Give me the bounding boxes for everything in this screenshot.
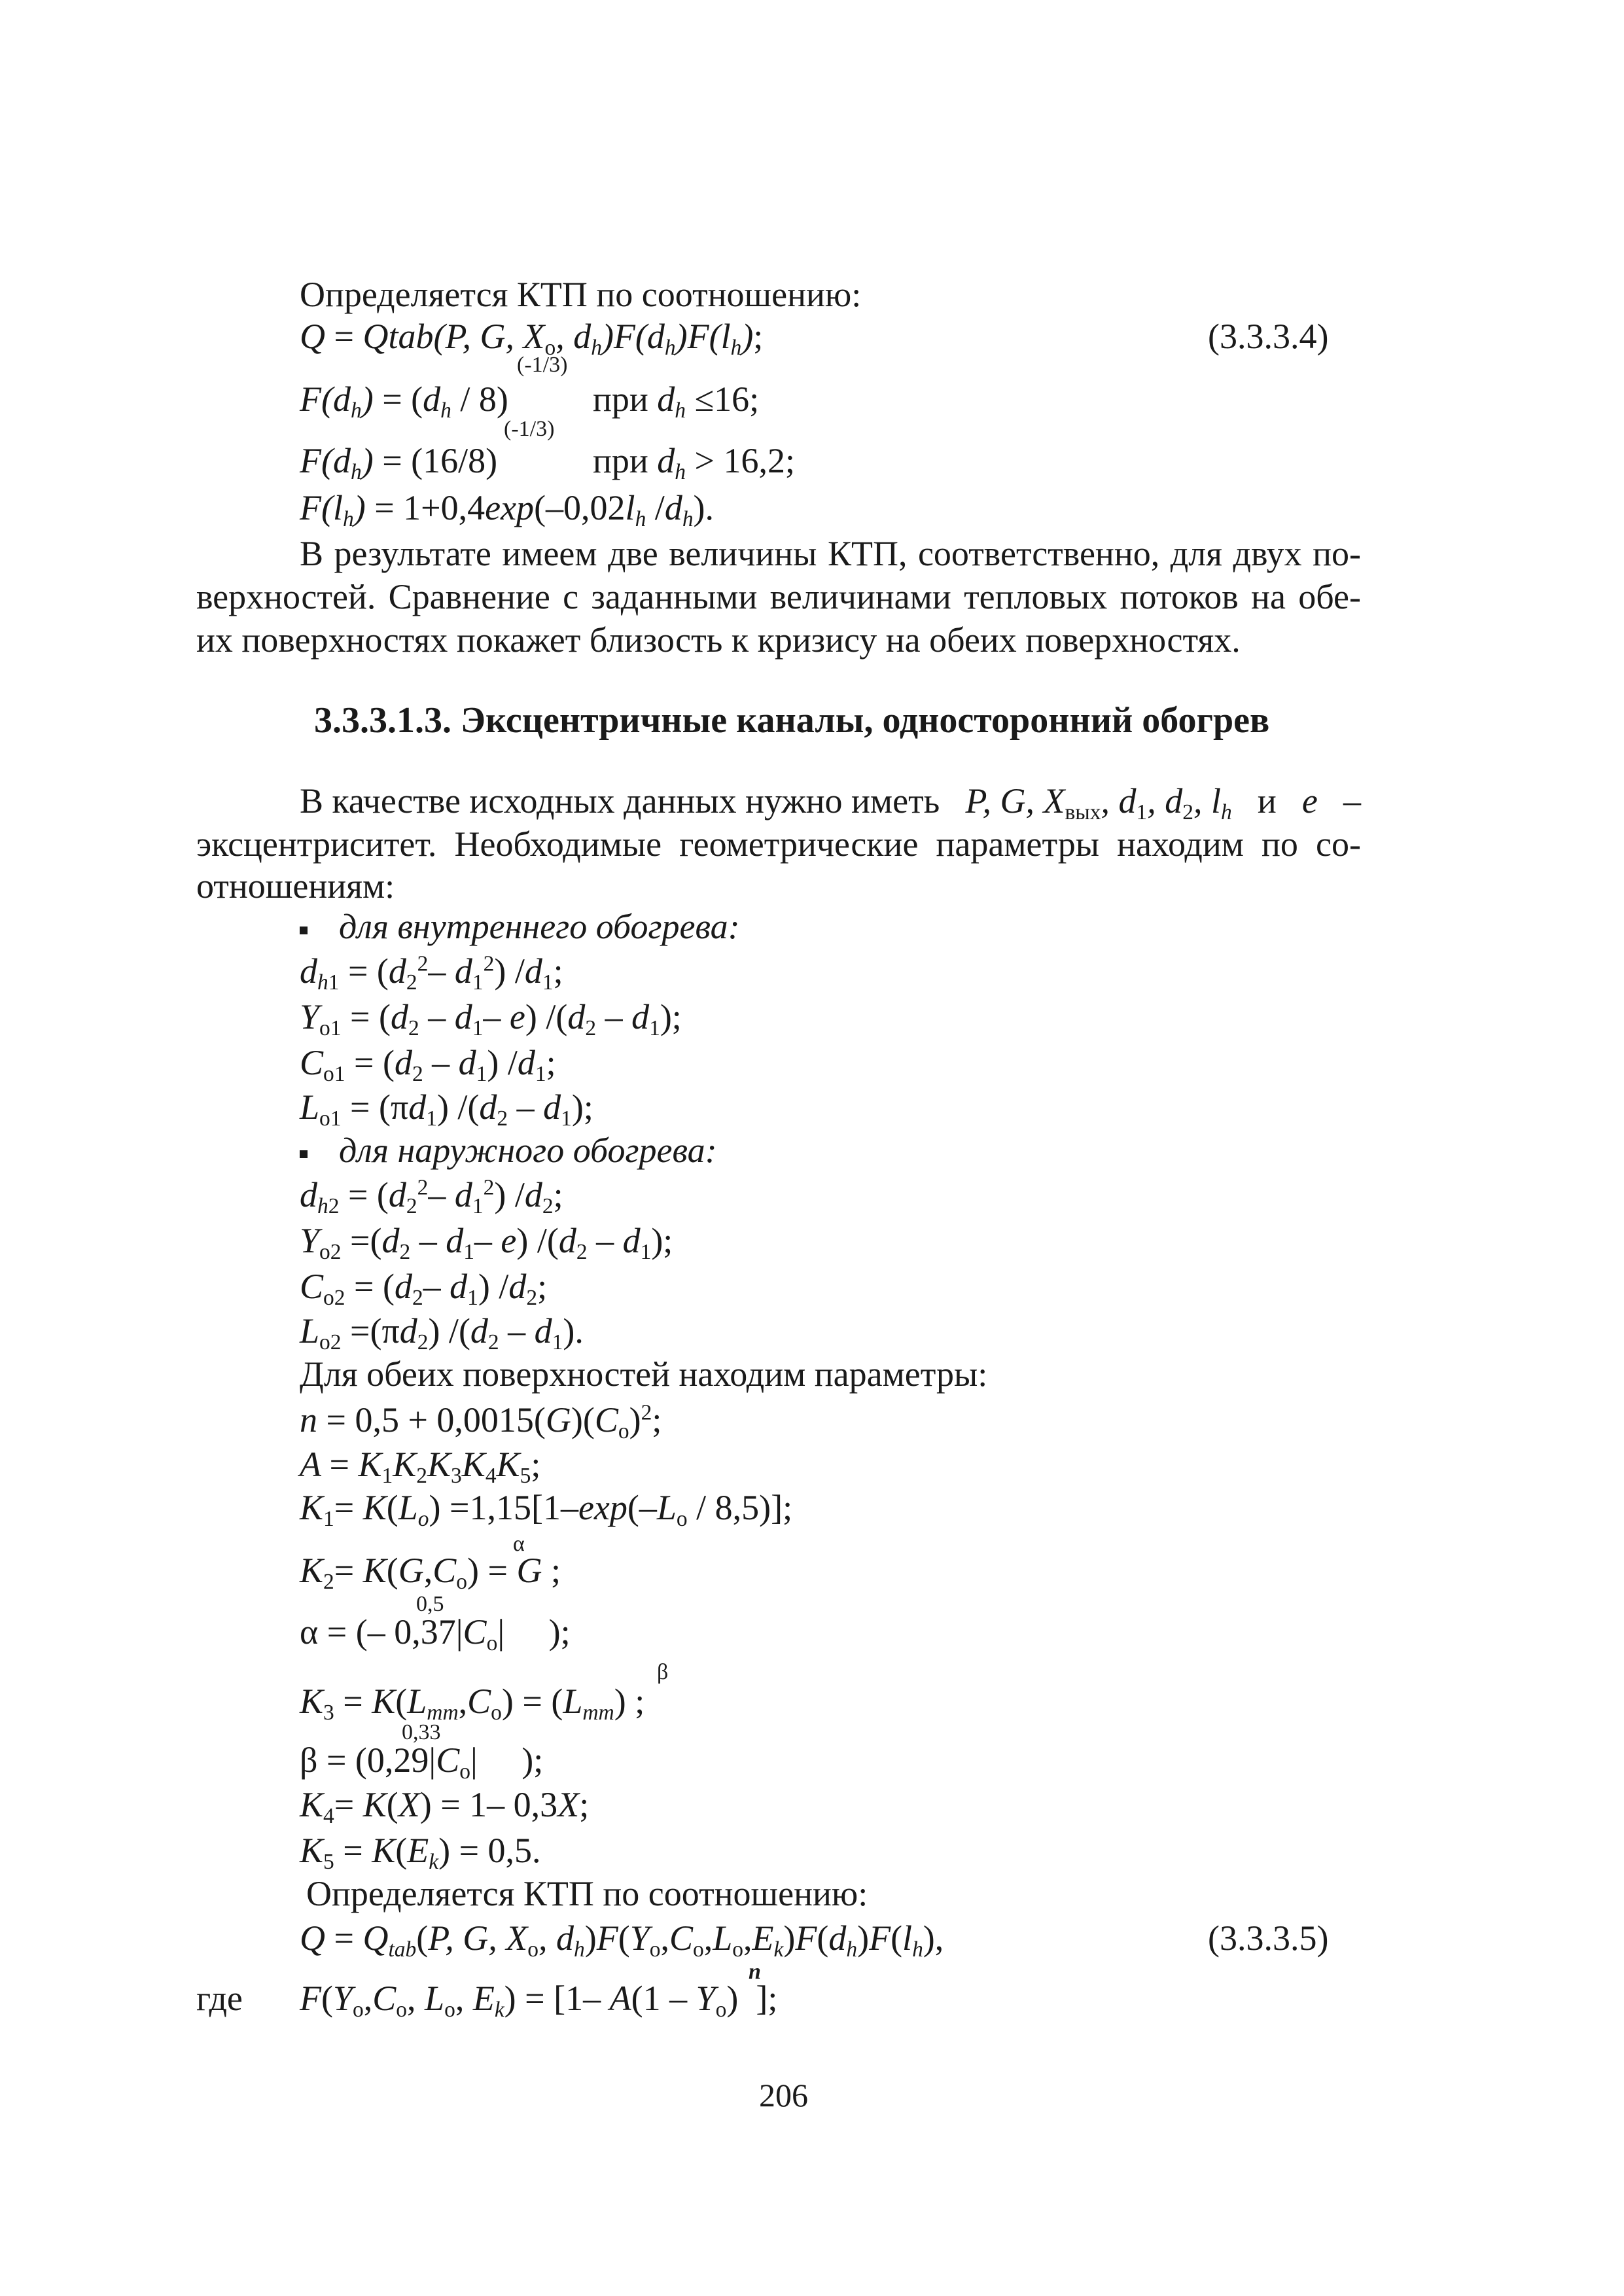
bullet-inner-label: для внутреннего обогрева: bbox=[339, 907, 740, 946]
para2-and: и bbox=[1257, 781, 1277, 821]
bullet-outer-label: для наружного обогрева: bbox=[339, 1131, 717, 1170]
word-gde: где bbox=[196, 1979, 243, 2018]
formula-f-y: $F(Y_o,C_o$, $L_o$, $E_k) = [1-$ $A(1 - Y_o)$ ]; bbox=[300, 1979, 778, 2022]
para2-e: e bbox=[1301, 781, 1318, 821]
formula-c01: $C_{o1} = (d_2 - d_1)$ $/d_1$; bbox=[300, 1043, 556, 1087]
intro-text-1: Определяется КТП по соотношению: bbox=[300, 275, 862, 314]
formula-f-lh: $F(l_h) = 1+0,4\exp(-0,02l_h$ $/d_h$). bbox=[300, 488, 715, 532]
formula-q-main: Q = Qtab(P, G, $X_o$, $d_h)F(d_h)F(l_h)$; bbox=[300, 317, 764, 361]
section-heading: 3.3.3.1.3. Эксцентричные каналы, односторонний обогрев bbox=[314, 700, 1270, 741]
formula-a: $A = K_1K_2K_3K_4K_5$; bbox=[300, 1445, 541, 1489]
para2-dash: – bbox=[1343, 781, 1361, 821]
exponent-0-33: 0,33 bbox=[402, 1720, 441, 1744]
intro-text-2: Определяется КТП по соотношению: bbox=[306, 1874, 868, 1913]
condition-1-value: ≤16; bbox=[694, 380, 760, 419]
exponent-beta: β bbox=[657, 1660, 669, 1684]
formula-k4: $K_4= K(X) = 1-$ 0,3X; bbox=[300, 1785, 590, 1829]
para2-variables: P, G, $X_{вых}$, $d_1$, $d_2$, $l_h$ bbox=[965, 781, 1232, 825]
bullet-marker bbox=[300, 927, 308, 934]
para2-line-2: эксцентриситет. Необходимые геометрические параметры находим по со- bbox=[196, 824, 1361, 864]
formula-alpha: α = (– $0,37|C_o|$ ); bbox=[300, 1612, 571, 1656]
exponent-minus-one-third: (-1/3) bbox=[517, 353, 568, 377]
para1-line-3: их поверхностях покажет близость к кризису на обеих поверхностях. bbox=[196, 620, 1241, 660]
formula-k2: $K_2= K(G,C_o) = G$ ; bbox=[300, 1551, 561, 1595]
formula-y02: $Y_{o2} =(d_2 - d_1-$ e) $/(d_2 - d_1)$; bbox=[300, 1221, 673, 1265]
formula-f-dh-2: $F(d_h) = (16/8)$ bbox=[300, 441, 498, 485]
formula-c02: $C_{o2} = (d_2-$ $d_1$) $/d_2$; bbox=[300, 1267, 548, 1311]
exponent-0-5: 0,5 bbox=[416, 1592, 444, 1616]
equation-number-3-3-3-5: (3.3.3.5) bbox=[1208, 1918, 1329, 1958]
exponent-alpha: α bbox=[513, 1532, 525, 1556]
formula-dh2: $d_{h2} = (d_2^2-$ $d_1^2$) $/d_2$; bbox=[300, 1175, 563, 1219]
formula-k5: $K_5 = K(E_k) = 0,5$. bbox=[300, 1831, 541, 1875]
formula-n: $n = 0,5 + 0,0015(G)(C_o)^2$; bbox=[300, 1400, 662, 1444]
formula-y01: $Y_{o1} = (d_2 - d_1-$ e) $/(d_2 - d_1)$; bbox=[300, 997, 682, 1041]
pri-word-2: при bbox=[593, 441, 648, 480]
bullet-outer-heating bbox=[300, 1129, 717, 1172]
params-intro: Для обеих поверхностей находим параметры: bbox=[300, 1354, 988, 1394]
pri-word: при bbox=[593, 380, 648, 419]
formula-q-final: $Q = Q_{tab}(P$, G, $X_o$, $d_h)F(Y_o,C_o,L_o,E_k)F(d_h)F(l_h)$, bbox=[300, 1918, 944, 1962]
formula-dh1: $d_{h1} = (d_2^2-$ $d_1^2$) $/d_1$; bbox=[300, 951, 563, 995]
exponent-minus-one-third-2: (-1/3) bbox=[504, 417, 555, 441]
formula-beta: $\beta = (0,29|C_o|$ ); bbox=[300, 1740, 544, 1784]
page-number: 206 bbox=[759, 2077, 808, 2113]
bullet-marker-2 bbox=[300, 1150, 308, 1158]
bullet-inner-heating bbox=[300, 906, 740, 948]
para2-line-3: отношениям: bbox=[196, 866, 395, 906]
formula-k1: $K_1= K(L_o) =1,15[1-\exp(-L_o / 8,5)]$; bbox=[300, 1488, 793, 1532]
para1-line-2: верхностей. Сравнение с заданными величинами тепловых потоков на обе- bbox=[196, 577, 1361, 616]
para1-line-1: В результате имеем две величины КТП, соответственно, для двух по- bbox=[300, 534, 1361, 573]
exponent-n: n bbox=[749, 1960, 761, 1984]
condition-2-value: > 16,2; bbox=[694, 441, 795, 480]
equation-number-3-3-3-4: (3.3.3.4) bbox=[1208, 317, 1329, 356]
formula-k3: $K_3 = K(L_{mm},C_o) = (L_{mm})$ ; bbox=[300, 1682, 645, 1725]
para2-line-1 bbox=[300, 780, 1361, 825]
formula-l02: $L_{o2} =(\pi d_2)$ $/(d_2 - d_1)$. bbox=[300, 1311, 584, 1355]
formula-f-dh-1: $F(d_h) = (d_h / 8)$ bbox=[300, 380, 508, 423]
condition-2: при $d_h > 16,2$; bbox=[593, 441, 795, 485]
para2-intro: В качестве исходных данных нужно иметь bbox=[300, 781, 940, 821]
condition-1: при $d_h \le 16$; bbox=[593, 380, 760, 423]
formula-l01: $L_{o1} = (\pi d_1)$ $/(d_2 - d_1)$; bbox=[300, 1087, 593, 1131]
